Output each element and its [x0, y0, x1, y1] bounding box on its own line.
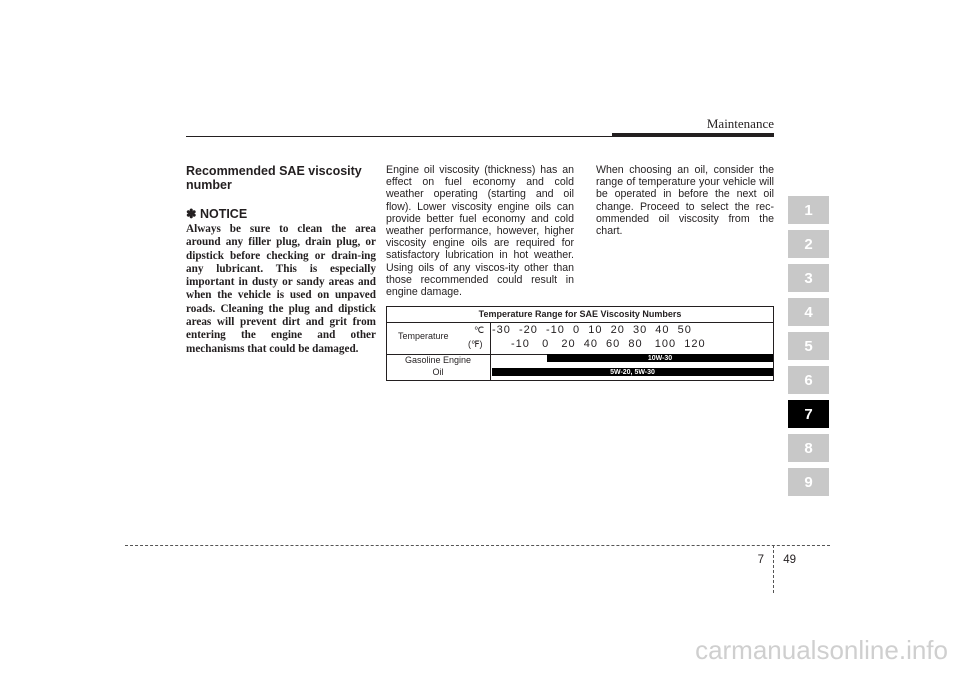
chapter-tab-5: 5 — [788, 332, 829, 360]
chapter-tab-1: 1 — [788, 196, 829, 224]
notice-title: ✽ NOTICE — [186, 207, 248, 221]
chapter-tabs — [788, 196, 829, 502]
left-column — [186, 164, 376, 356]
chapter-tab-4: 4 — [788, 298, 829, 326]
fahrenheit-tick-labels: -10 0 20 40 60 80 100 120 — [511, 338, 706, 350]
header-rule-thin — [186, 136, 616, 137]
celsius-tick-labels: -30 -20 -10 0 10 20 30 40 50 — [492, 324, 692, 336]
gasoline-oil-label: Gasoline Engine Oil — [404, 355, 472, 377]
chapter-tab-6: 6 — [788, 366, 829, 394]
section-title: Maintenance — [706, 116, 774, 131]
chart-divider — [387, 322, 773, 323]
viscosity-chart — [386, 306, 774, 381]
viscosity-bar: 5W-20, 5W-30 — [492, 368, 773, 376]
header-rule-thick — [612, 133, 774, 137]
chapter-tab-9: 9 — [788, 468, 829, 496]
footer-divider — [773, 545, 774, 593]
chart-divider — [490, 322, 491, 380]
celsius-unit: ℃ — [474, 325, 485, 335]
section-heading: Recommended SAE viscosity number — [186, 164, 362, 192]
temperature-label: Temperature — [398, 331, 449, 341]
page-number-value: 49 — [783, 554, 796, 566]
footer-rule — [125, 545, 830, 546]
middle-column-text: Engine oil viscosity (thickness) has an effect on fuel economy and cold weather operating (starting and oil flow). Lower viscosity engine oils can provide better fuel economy and cold weather performance, however, higher viscosity engine oils are required for satisfactory lubrication in hot weather. Using oils of any viscos-ity other than those recommended could result in engine damage. — [386, 164, 574, 299]
chapter-number: 7 — [757, 554, 764, 566]
chapter-tab-2: 2 — [788, 230, 829, 258]
fahrenheit-unit: (℉) — [468, 339, 483, 349]
chart-title: Temperature Range for SAE Viscosity Numbers — [478, 309, 682, 319]
viscosity-bar: 10W-30 — [547, 354, 773, 362]
right-column-text: When choosing an oil, consider the range of temperature your vehicle will be operated in before the next oil change. Proceed to select the rec-ommended oil viscosity from the chart. — [596, 164, 774, 238]
chapter-tab-7: 7 — [788, 400, 829, 428]
chapter-tab-3: 3 — [788, 264, 829, 292]
chapter-tab-8: 8 — [788, 434, 829, 462]
notice-body: Always be sure to clean the area around any filler plug, drain plug, or dipstick before checking or drain-ing any lubricant. This is especially important in dusty or sandy areas and when the vehicle is used on unpaved roads. Cleaning the plug and dipstick areas will prevent dirt and grit from entering the engine and other mechanisms that could be damaged. — [186, 223, 376, 355]
watermark: carmanualsonline.info — [695, 635, 948, 665]
